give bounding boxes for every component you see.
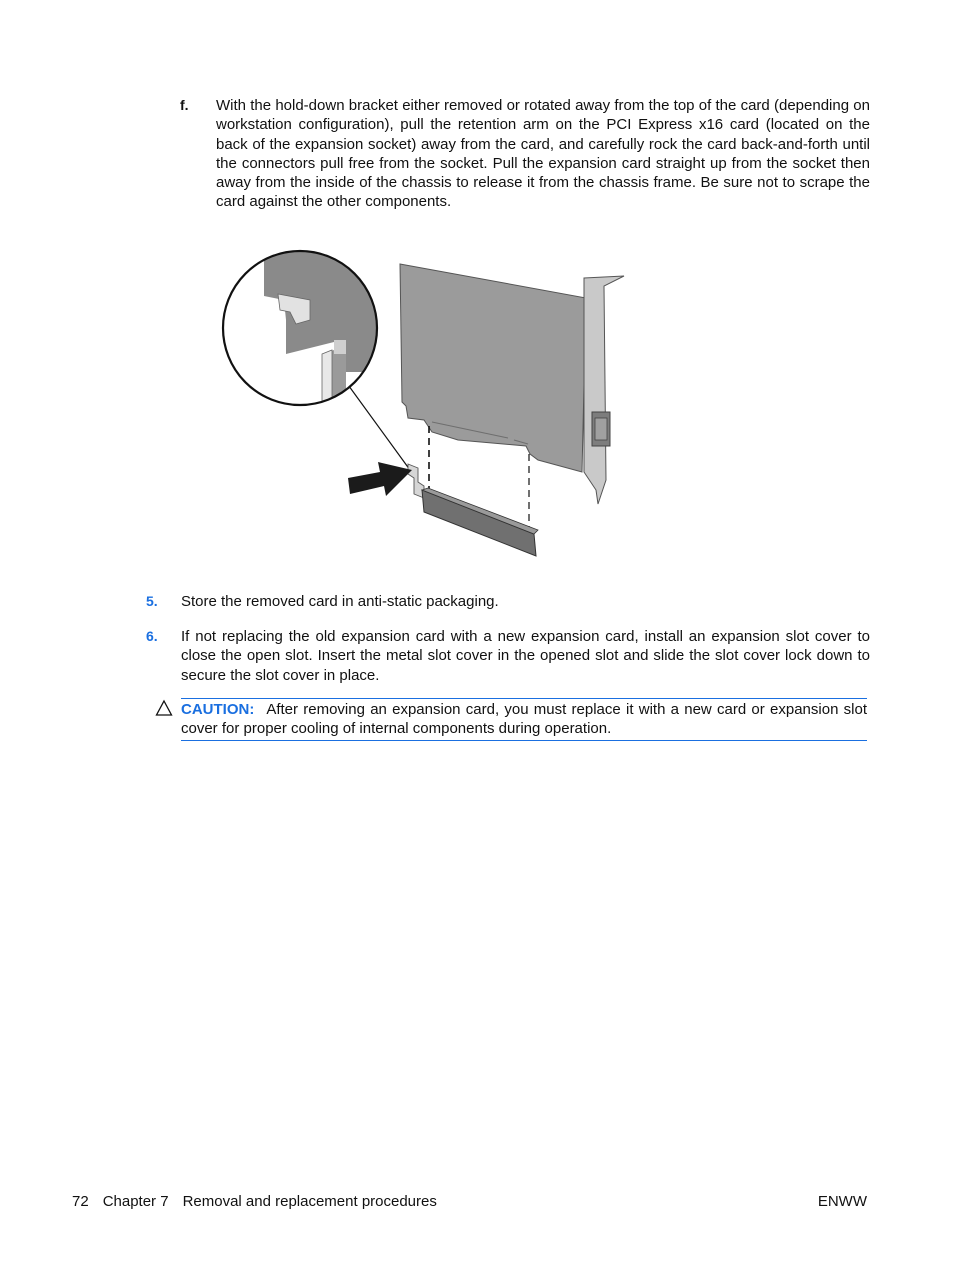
footer-right: ENWW: [817, 1193, 867, 1210]
page-number: 72: [72, 1193, 89, 1210]
caution-label: CAUTION:: [181, 701, 255, 718]
step-f-text: With the hold-down bracket either removed or rotated away from the top of the card (depending on workstation configuration), pull the retention arm on the PCI Express x16 card (located on the back of the expansion socket) away from the card, and carefully rock the card back-and-forth until the connectors pull free from the socket. Pull the expansion card straight up from the socket then away from the inside of the chassis to release it from the chassis frame. Be sure not to scrape the card against the other components.: [216, 97, 870, 211]
step-6: [146, 627, 870, 685]
step-number: 6.: [146, 628, 158, 644]
chapter-label: Chapter 7: [102, 1193, 169, 1210]
footer-left: [72, 1192, 451, 1211]
step-text: If not replacing the old expansion card with a new expansion card, install an expansion slot cover to close the open slot. Insert the metal slot cover in the opened slot and slide the slot cover lock down to secure the slot cover in place.: [181, 628, 870, 684]
pci-card-removal-illustration: [218, 242, 638, 562]
caution-triangle-icon: [155, 699, 173, 717]
step-5: [146, 592, 870, 611]
step-number: 5.: [146, 593, 158, 609]
caution-note: [181, 698, 867, 741]
section-title: Removal and replacement procedures: [182, 1193, 437, 1210]
step-f-marker: f.: [180, 97, 189, 113]
step-text: Store the removed card in anti-static packaging.: [181, 593, 499, 610]
caution-text: After removing an expansion card, you must replace it with a new card or expansion slot cover for proper cooling of internal components during operation.: [181, 701, 867, 738]
step-f: [180, 96, 870, 212]
